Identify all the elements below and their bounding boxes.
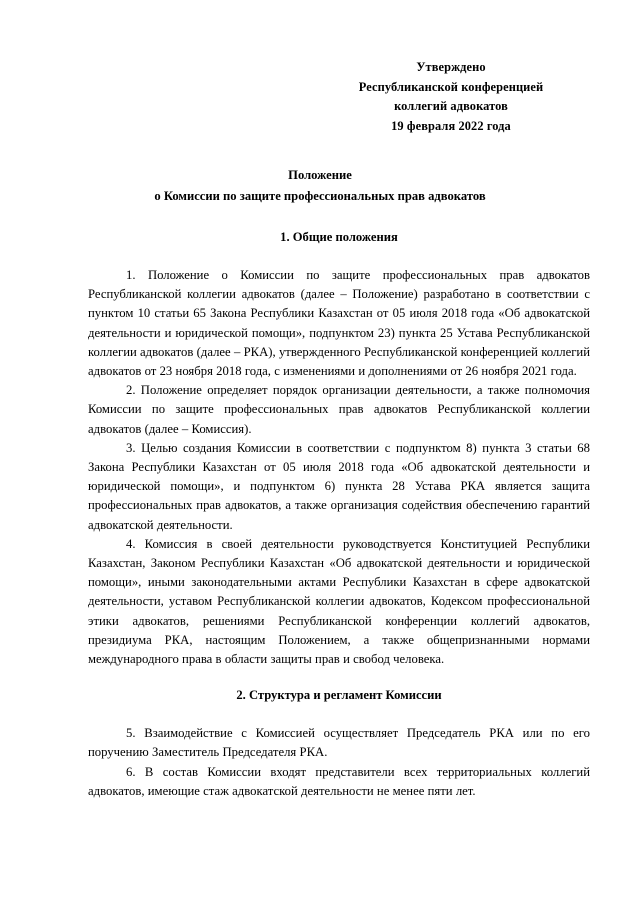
spacer [88,247,590,266]
page-title [50,165,590,207]
paragraph-4: 4. Комиссия в своей деятельности руководствуется Конституцией Республики Казахстан, Законом Республики Казахстан «Об адвокатской деятельности и юридической помощи», иными законодательными актами Республики Казахстан в сфере адвокатской деятельности, уставом Республиканской коллегии адвокатов, Кодексом профессиональной этики адвокатов, решениями Республиканской конференции коллегий адвокатов, президиума РКА, настоящим Положением, а также общепризнанными нормами международного права в области защиты прав и свобод человека. [88,536,590,667]
paragraph-5: 5. Взаимодействие с Комиссией осуществляет Председатель РКА или по его поручению Заместитель Председателя РКА. [88,726,590,760]
document-body [88,228,590,801]
paragraph-1: 1. Положение о Комиссии по защите профессиональных прав адвокатов Республиканской коллегии адвокатов (далее – Положение) разработано в соответствии с пунктом 10 статьи 65 Закона Республики Казахстан от 05 июля 2018 года «Об адвокатской деятельности и юридической помощи», подпунктом 23) пункта 25 Устава Республиканской коллегии адвокатов (далее – РКА), утвержденного Республиканской конференцией коллегий адвокатов от 23 ноября 2018 года, с изменениями и дополнениями от 26 ноября 2021 года. [88,268,590,379]
approval-line-2: Республиканской конференцией [358,79,544,94]
approval-line-3: коллегий адвокатов [394,99,508,113]
paragraph-2: 2. Положение определяет порядок организации деятельности, а также полномочия Комиссии по защите профессиональных прав адвокатов Республиканской коллегии адвокатов (далее – Комиссия). [88,383,590,436]
spacer [88,705,590,724]
approval-header [312,58,590,136]
approval-line-4: 19 февраля 2022 года [391,118,511,133]
paragraph-3: 3. Целью создания Комиссии в соответствии с подпунктом 8) пункта 3 статьи 68 Закона Республики Казахстан от 05 июля 2018 года «Об адвокатской деятельности и юридической помощи», и подпунктом 6) пункта 28 Устава РКА является защита профессиональных прав адвокатов, а также организация содействия обеспечению гарантий адвокатской деятельности. [88,440,590,532]
page-title-line-1: Положение [288,168,352,182]
spacer [88,669,590,686]
paragraph-6: 6. В состав Комиссии входят представители всех территориальных коллегий адвокатов, имеющие стаж адвокатской деятельности не менее пяти лет. [88,764,590,798]
section-heading-2: 2. Структура и регламент Комиссии [236,688,442,703]
page-title-line-2: о Комиссии по защите профессиональных прав адвокатов [154,189,486,203]
section-heading-1: 1. Общие положения [280,230,398,244]
approval-line-1: Утверждено [416,60,486,74]
